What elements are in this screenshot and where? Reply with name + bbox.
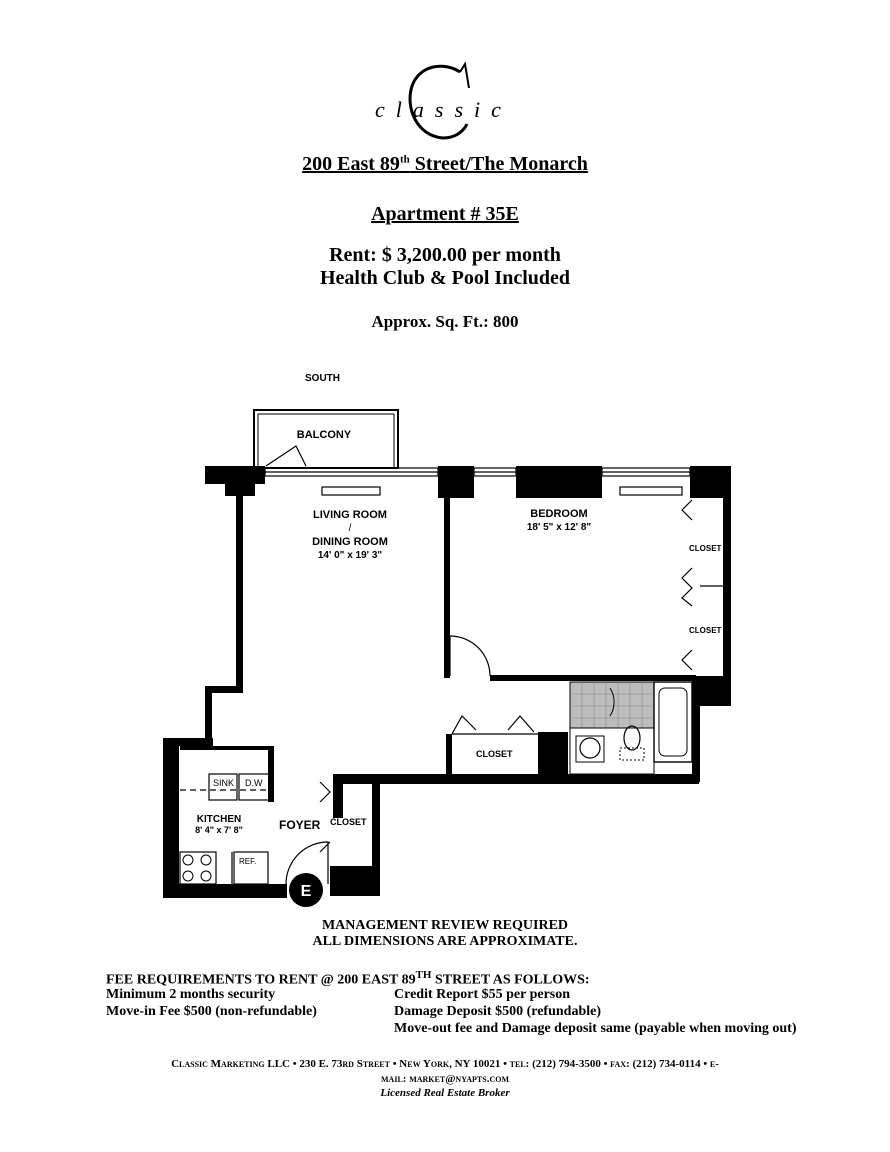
square-footage: Approx. Sq. Ft.: 800 <box>371 312 519 331</box>
dining-room-label: DINING ROOM <box>312 536 388 548</box>
bedroom-label: BEDROOM <box>530 508 588 520</box>
bedroom-closet-2-label: CLOSET <box>689 626 722 635</box>
management-note: MANAGEMENT REVIEW REQUIRED <box>321 918 569 933</box>
amenities: Health Club & Pool Included <box>319 267 571 289</box>
fee-left-1: Minimum 2 months security <box>106 987 276 1002</box>
fee-right-3: Move-out fee and Damage deposit same (payable when moving out) <box>394 1021 797 1036</box>
living-room-dimensions: 14' 0" x 19' 3" <box>317 550 383 561</box>
dimensions-note: ALL DIMENSIONS ARE APPROXIMATE. <box>312 934 578 949</box>
kitchen-dimensions: 8' 4" x 7' 8" <box>195 825 243 835</box>
orientation-label: SOUTH <box>305 373 340 384</box>
refrigerator-label: REF. <box>239 857 257 866</box>
apartment-number: Apartment # 35E <box>371 203 519 225</box>
building-address: 200 East 89th Street/The Monarch <box>302 153 588 175</box>
logo-wordmark: classic <box>375 97 512 122</box>
dishwasher-label: D.W <box>245 778 263 788</box>
fee-right-1: Credit Report $55 per person <box>394 987 571 1002</box>
kitchen-label: KITCHEN <box>196 814 242 825</box>
living-room-slash: / <box>348 523 352 534</box>
living-room-label: LIVING ROOM <box>313 509 387 521</box>
foyer-closet-label: CLOSET <box>330 817 367 827</box>
footer-email: mail: market@nyapts.com <box>381 1073 509 1085</box>
foyer-label: FOYER <box>279 818 321 832</box>
fee-left-2: Move-in Fee $500 (non-refundable) <box>106 1004 317 1019</box>
sink-label: SINK <box>213 778 235 788</box>
bedroom-dimensions: 18' 5" x 12' 8" <box>526 522 592 533</box>
fee-heading: FEE REQUIREMENTS TO RENT @ 200 EAST 89TH STREET AS FOLLOWS: <box>106 969 590 988</box>
bedroom-closet-1-label: CLOSET <box>689 544 722 553</box>
hall-closet-label: CLOSET <box>476 749 513 759</box>
fee-right-2: Damage Deposit $500 (refundable) <box>394 1004 602 1019</box>
rent-price: Rent: $ 3,200.00 per month <box>329 244 561 266</box>
footer-contact-line: Classic Marketing LLC • 230 E. 73rd Street • New York, NY 10021 • tel: (212) 794-3500 • fax: (212) 734-0114 • e- <box>171 1058 719 1070</box>
entry-label: E <box>300 883 312 900</box>
footer-broker: Licensed Real Estate Broker <box>380 1087 510 1099</box>
balcony-label: BALCONY <box>296 429 352 441</box>
